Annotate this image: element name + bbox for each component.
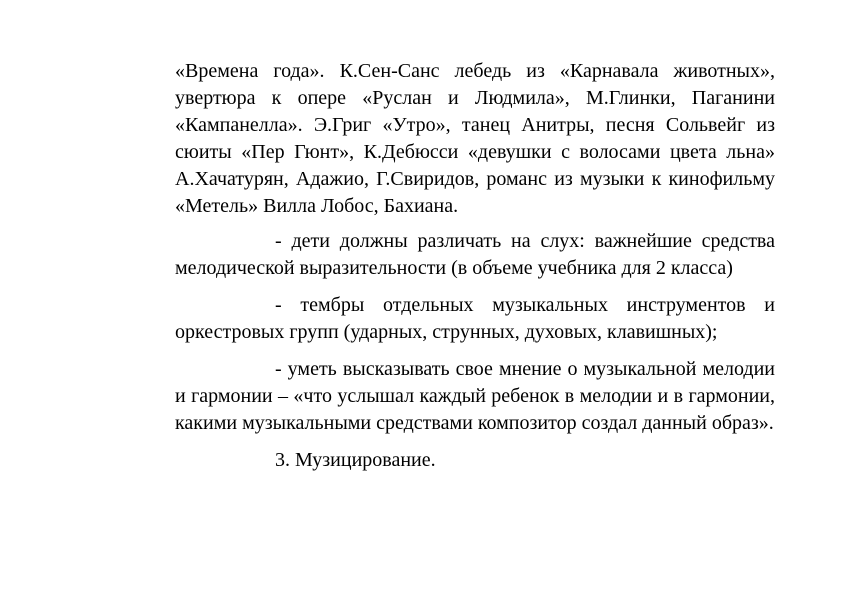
opinion-item: - уметь высказывать свое мнение о музыкальной мелодии и гармонии – «что услышал каждый ребенок в мелодии и в гармонии, какими музыкальными средствами композитор создал данный образ». (175, 358, 775, 434)
timbres-item: - тембры отдельных музыкальных инструментов и оркестровых групп (ударных, струнных, духовых, клавишных); (175, 294, 775, 343)
listening-skills-item: - дети должны различать на слух: важнейшие средства мелодической выразительности (в объеме учебника для 2 класса) (175, 230, 775, 279)
works-list-paragraph: «Времена года». К.Сен-Санс лебедь из «Карнавала животных», увертюра к опере «Руслан и Людмила», М.Глинки, Паганини «Кампанелла». Э.Григ «Утро», танец Анитры, песня Сольвейг из сюиты «Пер Гюнт», К.Дебюсси «девушки с волосами цвета льна» А.Хачатурян, Адажио, Г.Свиридов, романс из музыки к кинофильму «Метель» Вилла Лобос, Бахиана. (175, 60, 775, 217)
section-heading: 3. Музицирование. (275, 449, 436, 471)
document-body (175, 58, 775, 474)
